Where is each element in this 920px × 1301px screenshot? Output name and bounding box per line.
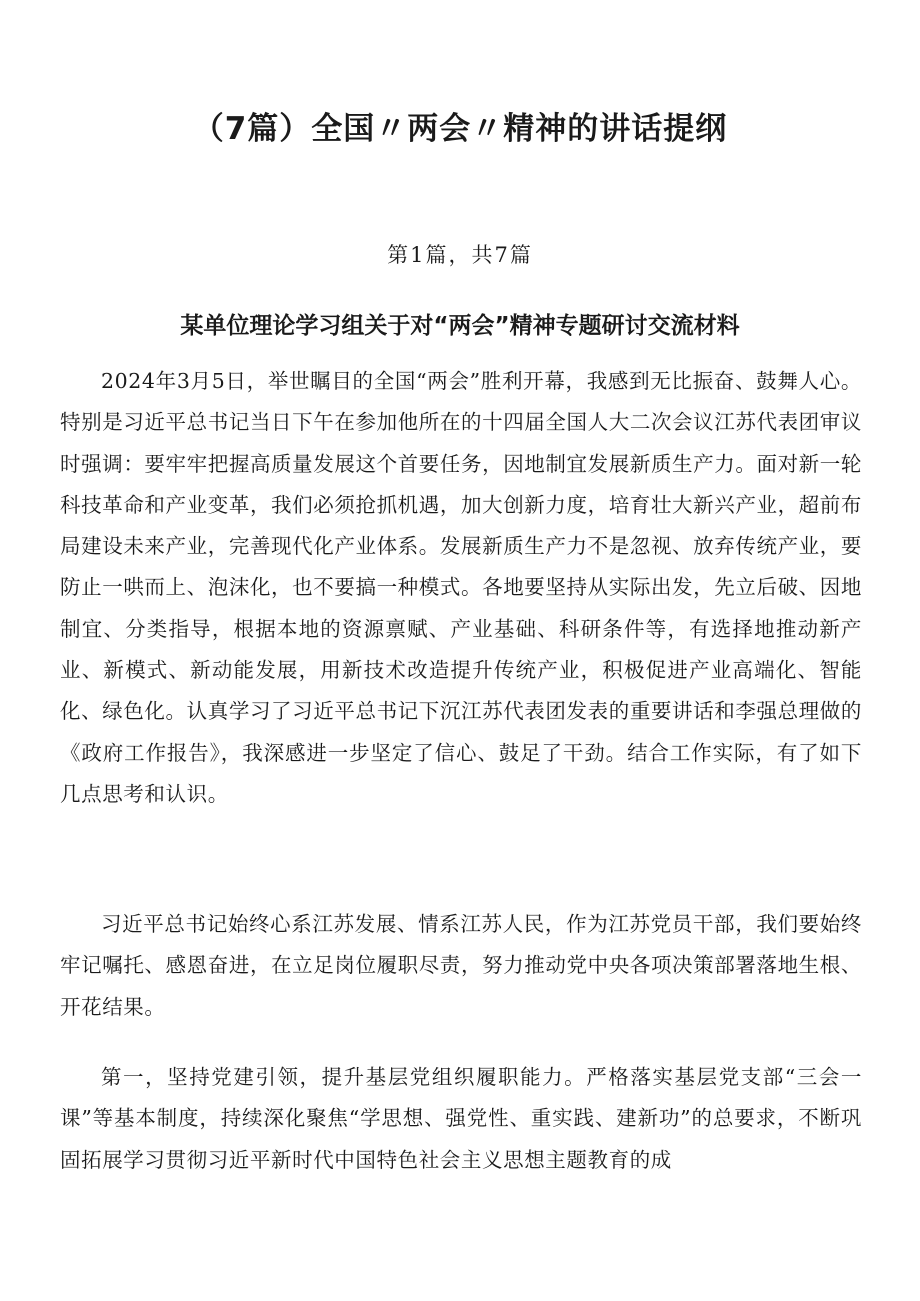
body-paragraph: 习近平总书记始终心系江苏发展、情系江苏人民，作为江苏党员干部，我们要始终牢记嘱托、感恩奋进，在立足岗位履职尽责，努力推动党中央各项决策部署落地生根、开花结果。 <box>60 912 862 1019</box>
part-label: 第1篇，共7篇 <box>387 243 533 267</box>
section-heading: 某单位理论学习组关于对“两会”精神专题研讨交流材料 <box>180 313 740 339</box>
document-title: （7篇）全国〃两会〃精神的讲话提纲 <box>192 111 728 147</box>
body-paragraph: 第一，坚持党建引领，提升基层党组织履职能力。严格落实基层党支部“三会一课”等基本制度，持续深化聚焦“学思想、强党性、重实践、建新功”的总要求，不断巩固拓展学习贯彻习近平新时代中国特色社会主义思想主题教育的成 <box>60 1065 862 1172</box>
body-paragraph: 2024年3月5日，举世瞩目的全国“两会”胜利开幕，我感到无比振奋、鼓舞人心。特别是习近平总书记当日下午在参加他所在的十四届全国人大二次会议江苏代表团审议时强调：要牢牢把握高质量发展这个首要任务，因地制宜发展新质生产力。面对新一轮科技革命和产业变革，我们必须抢抓机遇，加大创新力度，培育壮大新兴产业，超前布局建设未来产业，完善现代化产业体系。发展新质生产力不是忽视、放弃传统产业，要防止一哄而上、泡沫化，也不要搞一种模式。各地要坚持从实际出发，先立后破、因地制宜、分类指导，根据本地的资源禀赋、产业基础、科研条件等，有选择地推动新产业、新模式、新动能发展，用新技术改造提升传统产业，积极促进产业高端化、智能化、绿色化。认真学习了习近平总书记下沉江苏代表团发表的重要讲话和李强总理做的《政府工作报告》，我深感进一步坚定了信心、鼓足了干劲。结合工作实际，有了如下几点思考和认识。 <box>60 369 862 806</box>
